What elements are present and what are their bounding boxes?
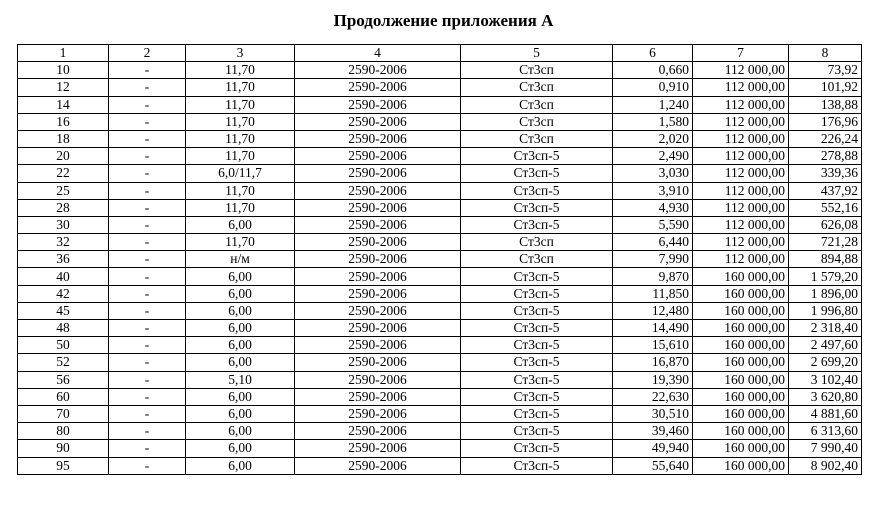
table-row (18, 337, 862, 354)
cell-price: 112 000,00 (693, 182, 789, 199)
cell-standard: 2590-2006 (295, 337, 461, 354)
table-row (18, 457, 862, 474)
cell-length: 6,00 (186, 440, 295, 457)
cell-price: 112 000,00 (693, 62, 789, 79)
cell-length: 6,0/11,7 (186, 165, 295, 182)
cell-cost: 7 990,40 (789, 440, 862, 457)
cell-length: 11,70 (186, 62, 295, 79)
cell-cost: 437,92 (789, 182, 862, 199)
cell-col2: - (109, 440, 186, 457)
cell-weight: 0,660 (613, 62, 693, 79)
cell-length: 6,00 (186, 285, 295, 302)
cell-number: 70 (18, 405, 109, 422)
cell-number: 80 (18, 423, 109, 440)
cell-standard: 2590-2006 (295, 285, 461, 302)
cell-col2: - (109, 371, 186, 388)
cell-col2: - (109, 113, 186, 130)
cell-col2: - (109, 251, 186, 268)
cell-col2: - (109, 388, 186, 405)
cell-grade: Ст3сп-5 (461, 285, 613, 302)
cell-grade: Ст3сп-5 (461, 440, 613, 457)
cell-standard: 2590-2006 (295, 113, 461, 130)
cell-cost: 2 318,40 (789, 320, 862, 337)
cell-price: 112 000,00 (693, 216, 789, 233)
cell-grade: Ст3сп (461, 234, 613, 251)
cell-standard: 2590-2006 (295, 62, 461, 79)
cell-number: 95 (18, 457, 109, 474)
table-row (18, 388, 862, 405)
cell-weight: 0,910 (613, 79, 693, 96)
cell-price: 112 000,00 (693, 234, 789, 251)
cell-weight: 14,490 (613, 320, 693, 337)
cell-col2: - (109, 302, 186, 319)
cell-grade: Ст3сп (461, 96, 613, 113)
table-row (18, 251, 862, 268)
column-header: 8 (789, 45, 862, 62)
cell-length: 6,00 (186, 354, 295, 371)
cell-weight: 3,910 (613, 182, 693, 199)
cell-standard: 2590-2006 (295, 234, 461, 251)
table-row (18, 371, 862, 388)
cell-cost: 1 996,80 (789, 302, 862, 319)
cell-grade: Ст3сп-5 (461, 302, 613, 319)
cell-standard: 2590-2006 (295, 405, 461, 422)
cell-cost: 894,88 (789, 251, 862, 268)
cell-weight: 19,390 (613, 371, 693, 388)
cell-standard: 2590-2006 (295, 165, 461, 182)
cell-weight: 12,480 (613, 302, 693, 319)
cell-price: 160 000,00 (693, 320, 789, 337)
cell-col2: - (109, 62, 186, 79)
cell-length: 11,70 (186, 130, 295, 147)
cell-grade: Ст3сп-5 (461, 423, 613, 440)
cell-length: 6,00 (186, 320, 295, 337)
cell-standard: 2590-2006 (295, 457, 461, 474)
cell-cost: 626,08 (789, 216, 862, 233)
cell-price: 160 000,00 (693, 405, 789, 422)
cell-price: 160 000,00 (693, 268, 789, 285)
table-row (18, 405, 862, 422)
cell-grade: Ст3сп-5 (461, 216, 613, 233)
cell-col2: - (109, 405, 186, 422)
cell-cost: 226,24 (789, 130, 862, 147)
cell-weight: 49,940 (613, 440, 693, 457)
cell-standard: 2590-2006 (295, 320, 461, 337)
page-title: Продолжение приложения А (333, 11, 554, 30)
cell-weight: 30,510 (613, 405, 693, 422)
cell-col2: - (109, 457, 186, 474)
cell-grade: Ст3сп-5 (461, 268, 613, 285)
cell-cost: 6 313,60 (789, 423, 862, 440)
cell-price: 112 000,00 (693, 130, 789, 147)
cell-length: 11,70 (186, 79, 295, 96)
column-header: 4 (295, 45, 461, 62)
cell-weight: 2,490 (613, 148, 693, 165)
cell-cost: 339,36 (789, 165, 862, 182)
cell-price: 112 000,00 (693, 251, 789, 268)
cell-number: 40 (18, 268, 109, 285)
cell-cost: 3 102,40 (789, 371, 862, 388)
cell-grade: Ст3сп-5 (461, 320, 613, 337)
cell-standard: 2590-2006 (295, 182, 461, 199)
cell-weight: 16,870 (613, 354, 693, 371)
table-row (18, 302, 862, 319)
table-row (18, 79, 862, 96)
column-header: 5 (461, 45, 613, 62)
cell-length: 11,70 (186, 113, 295, 130)
cell-grade: Ст3сп-5 (461, 457, 613, 474)
cell-standard: 2590-2006 (295, 371, 461, 388)
cell-cost: 101,92 (789, 79, 862, 96)
cell-length: 11,70 (186, 234, 295, 251)
cell-grade: Ст3сп-5 (461, 182, 613, 199)
cell-standard: 2590-2006 (295, 423, 461, 440)
cell-grade: Ст3сп-5 (461, 165, 613, 182)
cell-number: 16 (18, 113, 109, 130)
table-row (18, 130, 862, 147)
cell-grade: Ст3сп (461, 62, 613, 79)
cell-col2: - (109, 285, 186, 302)
column-header: 2 (109, 45, 186, 62)
cell-length: 6,00 (186, 423, 295, 440)
cell-standard: 2590-2006 (295, 148, 461, 165)
cell-col2: - (109, 148, 186, 165)
cell-price: 112 000,00 (693, 199, 789, 216)
cell-weight: 55,640 (613, 457, 693, 474)
cell-cost: 2 699,20 (789, 354, 862, 371)
cell-number: 52 (18, 354, 109, 371)
cell-standard: 2590-2006 (295, 79, 461, 96)
cell-length: 6,00 (186, 405, 295, 422)
cell-weight: 5,590 (613, 216, 693, 233)
cell-price: 160 000,00 (693, 440, 789, 457)
cell-number: 10 (18, 62, 109, 79)
cell-number: 36 (18, 251, 109, 268)
cell-length: 11,70 (186, 96, 295, 113)
table-row (18, 62, 862, 79)
cell-cost: 721,28 (789, 234, 862, 251)
cell-standard: 2590-2006 (295, 388, 461, 405)
cell-cost: 1 579,20 (789, 268, 862, 285)
cell-length: 6,00 (186, 216, 295, 233)
cell-standard: 2590-2006 (295, 354, 461, 371)
cell-length: 5,10 (186, 371, 295, 388)
cell-cost: 138,88 (789, 96, 862, 113)
cell-standard: 2590-2006 (295, 302, 461, 319)
column-header: 3 (186, 45, 295, 62)
cell-col2: - (109, 79, 186, 96)
cell-length: 11,70 (186, 199, 295, 216)
cell-cost: 4 881,60 (789, 405, 862, 422)
cell-cost: 8 902,40 (789, 457, 862, 474)
table-header (18, 45, 862, 62)
cell-grade: Ст3сп (461, 113, 613, 130)
column-header: 6 (613, 45, 693, 62)
cell-cost: 3 620,80 (789, 388, 862, 405)
cell-cost: 176,96 (789, 113, 862, 130)
cell-col2: - (109, 130, 186, 147)
column-header: 7 (693, 45, 789, 62)
cell-weight: 22,630 (613, 388, 693, 405)
cell-length: 6,00 (186, 268, 295, 285)
table-body (18, 62, 862, 475)
cell-number: 45 (18, 302, 109, 319)
cell-grade: Ст3сп-5 (461, 148, 613, 165)
cell-length: н/м (186, 251, 295, 268)
cell-number: 14 (18, 96, 109, 113)
cell-standard: 2590-2006 (295, 440, 461, 457)
cell-grade: Ст3сп (461, 79, 613, 96)
cell-col2: - (109, 354, 186, 371)
cell-price: 160 000,00 (693, 388, 789, 405)
cell-col2: - (109, 320, 186, 337)
cell-price: 112 000,00 (693, 148, 789, 165)
cell-grade: Ст3сп (461, 251, 613, 268)
cell-cost: 2 497,60 (789, 337, 862, 354)
cell-weight: 7,990 (613, 251, 693, 268)
cell-price: 112 000,00 (693, 165, 789, 182)
cell-number: 20 (18, 148, 109, 165)
table-row (18, 440, 862, 457)
cell-cost: 73,92 (789, 62, 862, 79)
cell-number: 50 (18, 337, 109, 354)
cell-price: 160 000,00 (693, 337, 789, 354)
cell-col2: - (109, 234, 186, 251)
table-row (18, 216, 862, 233)
cell-number: 60 (18, 388, 109, 405)
cell-number: 42 (18, 285, 109, 302)
cell-cost: 1 896,00 (789, 285, 862, 302)
cell-col2: - (109, 216, 186, 233)
cell-length: 11,70 (186, 182, 295, 199)
cell-weight: 4,930 (613, 199, 693, 216)
cell-standard: 2590-2006 (295, 268, 461, 285)
cell-col2: - (109, 165, 186, 182)
table-row (18, 165, 862, 182)
cell-grade: Ст3сп-5 (461, 337, 613, 354)
cell-length: 6,00 (186, 388, 295, 405)
cell-length: 6,00 (186, 302, 295, 319)
table-row (18, 320, 862, 337)
cell-number: 28 (18, 199, 109, 216)
cell-col2: - (109, 337, 186, 354)
cell-number: 25 (18, 182, 109, 199)
cell-number: 32 (18, 234, 109, 251)
table-row (18, 96, 862, 113)
cell-number: 12 (18, 79, 109, 96)
cell-weight: 11,850 (613, 285, 693, 302)
cell-standard: 2590-2006 (295, 251, 461, 268)
header-row (18, 45, 862, 62)
cell-number: 22 (18, 165, 109, 182)
cell-col2: - (109, 199, 186, 216)
table-row (18, 148, 862, 165)
cell-grade: Ст3сп-5 (461, 388, 613, 405)
cell-price: 160 000,00 (693, 354, 789, 371)
cell-col2: - (109, 423, 186, 440)
cell-price: 112 000,00 (693, 113, 789, 130)
cell-price: 160 000,00 (693, 302, 789, 319)
cell-number: 30 (18, 216, 109, 233)
cell-number: 18 (18, 130, 109, 147)
cell-standard: 2590-2006 (295, 96, 461, 113)
table-row (18, 234, 862, 251)
cell-weight: 1,580 (613, 113, 693, 130)
cell-length: 11,70 (186, 148, 295, 165)
cell-weight: 6,440 (613, 234, 693, 251)
cell-grade: Ст3сп (461, 130, 613, 147)
table-row (18, 182, 862, 199)
cell-length: 6,00 (186, 457, 295, 474)
cell-weight: 15,610 (613, 337, 693, 354)
cell-number: 56 (18, 371, 109, 388)
cell-cost: 552,16 (789, 199, 862, 216)
cell-number: 48 (18, 320, 109, 337)
cell-price: 160 000,00 (693, 285, 789, 302)
cell-weight: 39,460 (613, 423, 693, 440)
table-row (18, 113, 862, 130)
cell-cost: 278,88 (789, 148, 862, 165)
cell-number: 90 (18, 440, 109, 457)
cell-standard: 2590-2006 (295, 130, 461, 147)
cell-price: 160 000,00 (693, 457, 789, 474)
table-row (18, 285, 862, 302)
cell-grade: Ст3сп-5 (461, 405, 613, 422)
cell-grade: Ст3сп-5 (461, 371, 613, 388)
cell-weight: 2,020 (613, 130, 693, 147)
cell-length: 6,00 (186, 337, 295, 354)
cell-col2: - (109, 182, 186, 199)
cell-weight: 1,240 (613, 96, 693, 113)
table-row (18, 199, 862, 216)
cell-price: 160 000,00 (693, 423, 789, 440)
table-row (18, 268, 862, 285)
cell-grade: Ст3сп-5 (461, 354, 613, 371)
data-table (17, 44, 862, 475)
cell-standard: 2590-2006 (295, 216, 461, 233)
column-header: 1 (18, 45, 109, 62)
table-row (18, 354, 862, 371)
cell-weight: 9,870 (613, 268, 693, 285)
cell-col2: - (109, 96, 186, 113)
cell-price: 112 000,00 (693, 96, 789, 113)
cell-standard: 2590-2006 (295, 199, 461, 216)
cell-grade: Ст3сп-5 (461, 199, 613, 216)
cell-col2: - (109, 268, 186, 285)
cell-weight: 3,030 (613, 165, 693, 182)
cell-price: 112 000,00 (693, 79, 789, 96)
table-row (18, 423, 862, 440)
cell-price: 160 000,00 (693, 371, 789, 388)
